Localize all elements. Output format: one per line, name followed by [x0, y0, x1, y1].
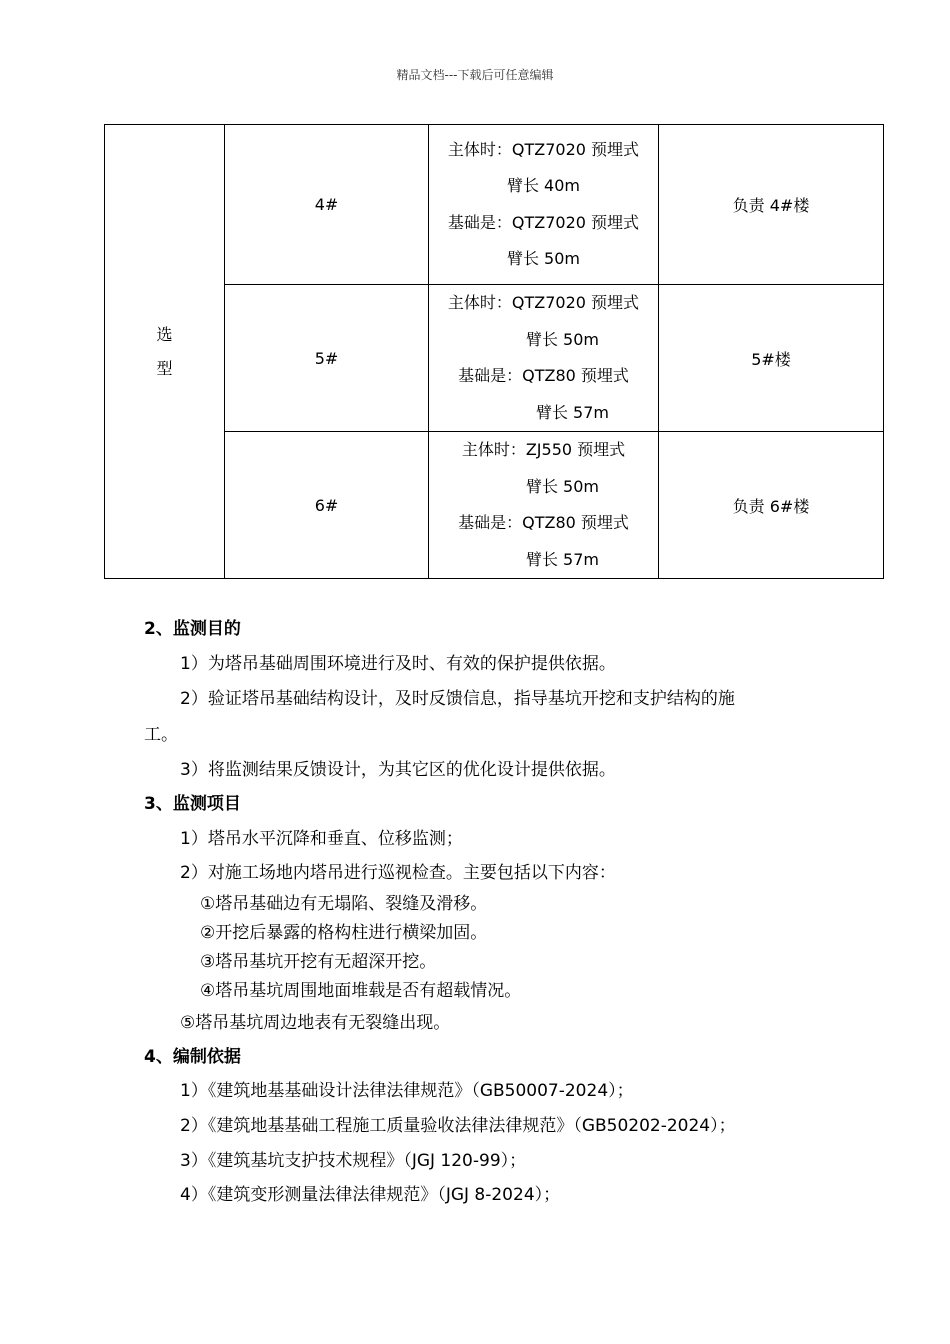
section-2-item: 2）验证塔吊基础结构设计，及时反馈信息，指导基坑开挖和支护结构的施 — [180, 689, 735, 709]
section-3-subitem: ①塔吊基础边有无塌陷、裂缝及滑移。 — [200, 894, 488, 914]
crane-duty-cell: 负责 4#楼 — [659, 125, 884, 285]
model-line: 基础是：QTZ80 预埋式 — [458, 513, 629, 532]
model-line: 臂长 40m — [506, 176, 581, 195]
section-2-title: 2、监测目的 — [144, 619, 241, 639]
section-3-subitem: ④塔吊基坑周围地面堆载是否有超载情况。 — [200, 981, 522, 1001]
section-3-subitem: ③塔吊基坑开挖有无超深开挖。 — [200, 952, 437, 972]
crane-duty-cell: 5#楼 — [659, 285, 884, 432]
model-line: 主体时：QTZ7020 预埋式 — [447, 293, 640, 312]
model-line: 臂长 50m — [525, 476, 600, 496]
crane-model-cell — [429, 432, 659, 579]
model-line: 主体时：QTZ7020 预埋式 — [447, 139, 640, 159]
section-2-item: 3）将监测结果反馈设计，为其它区的优化设计提供依据。 — [180, 760, 616, 780]
reference-item: 3）《建筑基坑支护技术规程》（JGJ 120-99）； — [180, 1151, 527, 1171]
section-2-item: 1）为塔吊基础周围环境进行及时、有效的保护提供依据。 — [180, 654, 616, 674]
model-line: 基础是：QTZ80 预埋式 — [458, 366, 629, 385]
section-4-title: 4、编制依据 — [144, 1047, 241, 1067]
reference-item: 4）《建筑变形测量法律法律规范》（JGJ 8-2024）； — [180, 1185, 561, 1205]
crane-model-cell — [429, 285, 659, 432]
crane-id-cell: 6# — [225, 432, 429, 579]
selection-label-cell — [105, 125, 225, 579]
section-3-item: 2）对施工场地内塔吊进行巡视检查。主要包括以下内容： — [180, 863, 616, 883]
reference-item: 2）《建筑地基基础工程施工质量验收法律法律规范》（GB50202-2024）； — [180, 1116, 736, 1136]
section-3-title: 3、监测项目 — [144, 794, 241, 814]
selection-label-char: 型 — [156, 358, 173, 378]
model-line: 臂长 50m — [506, 249, 581, 268]
crane-duty-cell: 负责 6#楼 — [659, 432, 884, 579]
model-line: 基础是：QTZ7020 预埋式 — [447, 212, 640, 232]
page-header: 精品文档---下载后可任意编辑 — [396, 68, 554, 82]
reference-item: 1）《建筑地基基础设计法律法律规范》（GB50007-2024）； — [180, 1081, 634, 1101]
section-3-subitem: ②开挖后暴露的格构柱进行横梁加固。 — [200, 923, 488, 943]
crane-id-cell: 5# — [225, 285, 429, 432]
crane-id-cell: 4# — [225, 125, 429, 285]
model-line: 臂长 57m — [525, 549, 600, 569]
section-3-subitem: ⑤塔吊基坑周边地表有无裂缝出现。 — [180, 1013, 451, 1033]
tower-crane-spec-table — [104, 124, 884, 579]
model-line: 主体时：ZJ550 预埋式 — [461, 440, 626, 459]
section-3-item: 1）塔吊水平沉降和垂直、位移监测； — [180, 829, 463, 849]
model-line: 臂长 57m — [535, 402, 610, 422]
selection-label-char: 选 — [156, 324, 173, 344]
crane-model-cell — [429, 125, 659, 285]
table-row — [105, 125, 884, 285]
section-2-item: 工。 — [144, 725, 178, 745]
model-line: 臂长 50m — [525, 329, 600, 349]
